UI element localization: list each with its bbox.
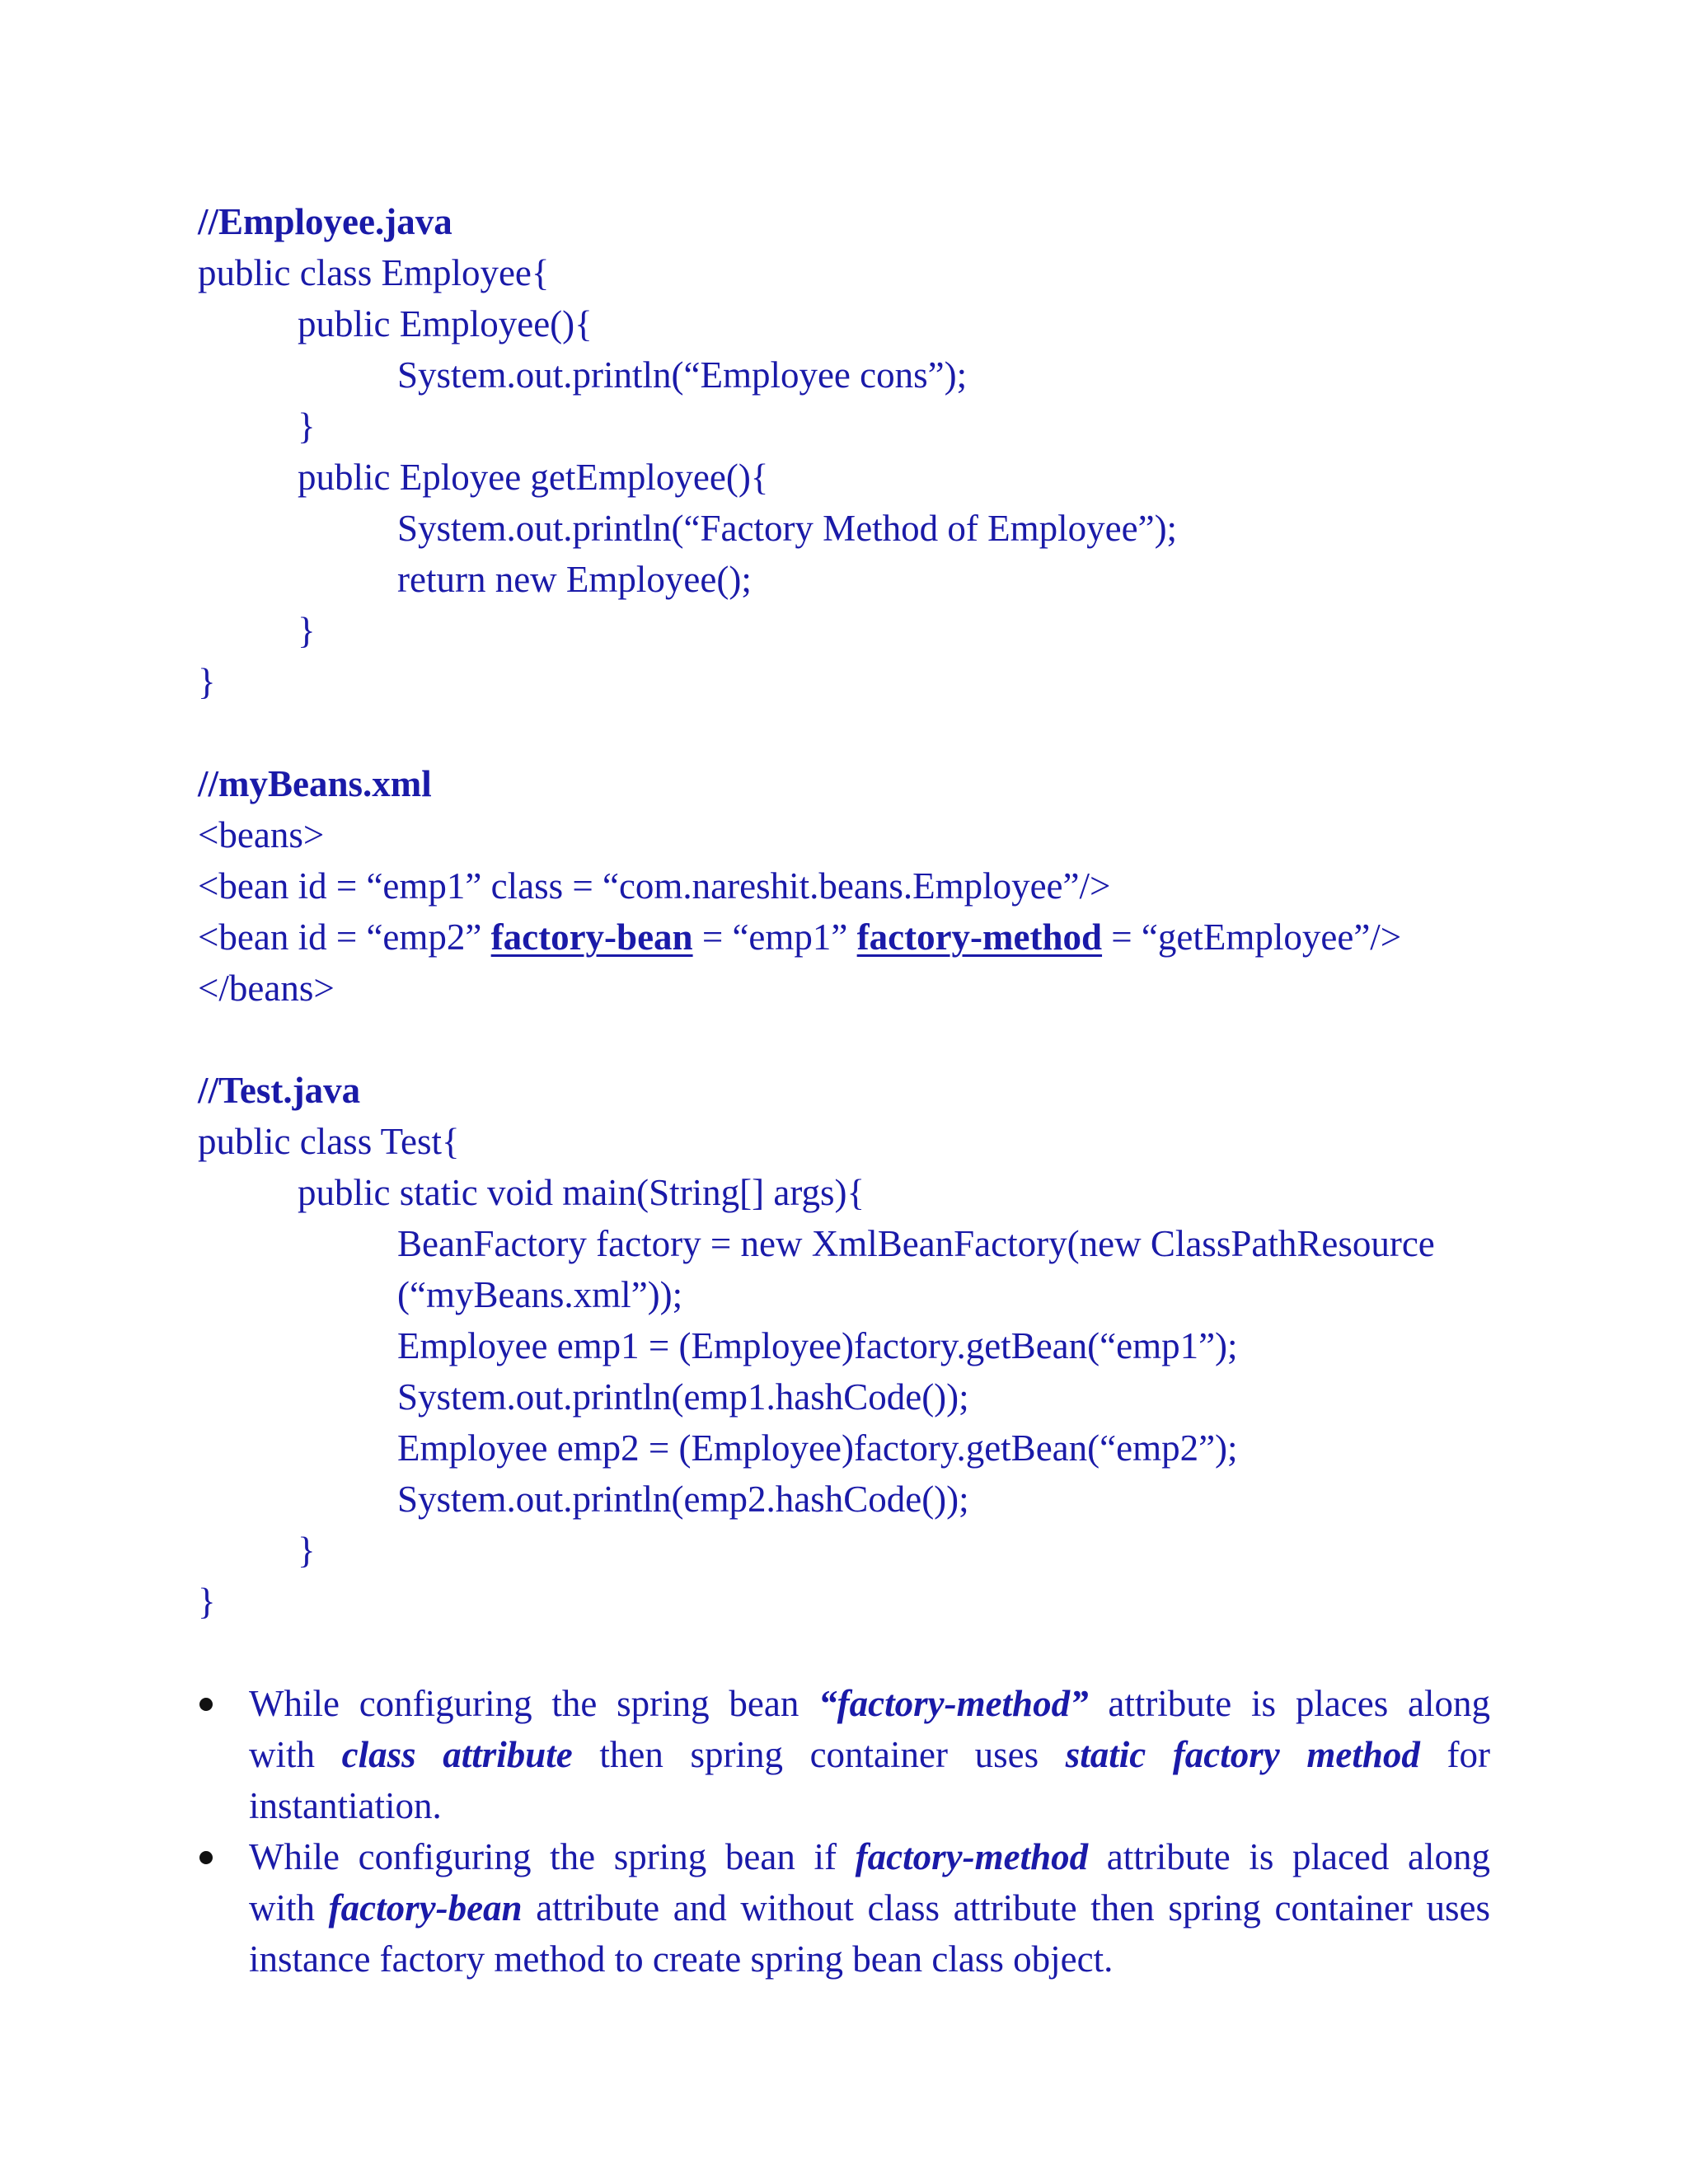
employee-java-heading: //Employee.java — [198, 201, 452, 242]
code-line: } — [298, 405, 316, 447]
bullet-dot-icon — [199, 1698, 213, 1711]
bullet-2-row-3: instance factory method to create spring bean class object. — [249, 1938, 1114, 1980]
emphasis-class-attribute: class attribute — [341, 1734, 573, 1775]
code-line: public Eployee getEmployee(){ — [298, 457, 769, 498]
code-line: public class Test{ — [198, 1121, 460, 1162]
xml-bean2-prefix: <bean id = “emp2” — [198, 916, 491, 958]
bullet-1-text — [249, 1678, 1490, 1831]
xml-bean2-suffix: = “getEmployee”/> — [1102, 916, 1402, 958]
bullet-1-row-3: instantiation. — [249, 1785, 442, 1826]
xml-bean2-mid: = “emp1” — [692, 916, 857, 958]
bullet-dot-icon — [199, 1851, 213, 1864]
code-line: (“myBeans.xml”)); — [397, 1274, 683, 1315]
text-run: While configuring the spring bean if — [249, 1836, 856, 1877]
code-line: } — [298, 1530, 316, 1571]
code-line: } — [298, 610, 316, 651]
code-line: return new Employee(); — [397, 559, 752, 600]
emphasis-factory-bean: factory-bean — [328, 1887, 523, 1929]
text-run: attribute and without class attribute then spring container uses — [522, 1887, 1490, 1929]
code-line: } — [198, 661, 216, 702]
xml-bean-emp1: <bean id = “emp1” class = “com.nareshit.beans.Employee”/> — [198, 865, 1111, 907]
code-line: Employee emp1 = (Employee)factory.getBean(“emp1”); — [397, 1325, 1238, 1366]
emphasis-factory-method: factory-method — [855, 1836, 1089, 1877]
code-line: System.out.println(“Factory Method of Employee”); — [397, 508, 1178, 549]
bullet-1-row-1 — [249, 1678, 1490, 1729]
text-run: While configuring the spring bean — [249, 1683, 819, 1724]
text-run: then spring container uses — [572, 1734, 1066, 1775]
xml-close-tag: </beans> — [198, 968, 335, 1009]
text-run: attribute is placed along — [1088, 1836, 1491, 1877]
bullet-2-text — [249, 1831, 1490, 1985]
code-line: public class Employee{ — [198, 252, 550, 293]
bullet-1-row-2 — [249, 1729, 1490, 1780]
test-java-heading: //Test.java — [198, 1070, 361, 1111]
bullet-2-row-2 — [249, 1882, 1490, 1933]
mybeans-xml-heading: //myBeans.xml — [198, 763, 432, 804]
text-run: with — [249, 1734, 342, 1775]
text-run: for — [1419, 1734, 1490, 1775]
code-line: System.out.println(emp1.hashCode()); — [397, 1376, 969, 1418]
code-line: public static void main(String[] args){ — [298, 1172, 865, 1213]
code-line: Employee emp2 = (Employee)factory.getBean(“emp2”); — [397, 1427, 1238, 1469]
bullet-2-row-1 — [249, 1831, 1490, 1882]
code-line: BeanFactory factory = new XmlBeanFactory(new ClassPathResource — [397, 1223, 1435, 1264]
factory-method-attribute: factory-method — [856, 916, 1103, 958]
emphasis-factory-method: “factory-method” — [818, 1683, 1089, 1724]
text-run: attribute is places along — [1088, 1683, 1490, 1724]
xml-bean-emp2 — [198, 912, 1401, 963]
text-run: with — [249, 1887, 329, 1929]
xml-open-tag: <beans> — [198, 814, 325, 855]
code-line: System.out.println(“Employee cons”); — [397, 354, 968, 396]
code-line: } — [198, 1581, 216, 1622]
factory-bean-attribute: factory-bean — [490, 916, 693, 958]
emphasis-static-factory-method: static factory method — [1065, 1734, 1420, 1775]
code-line: public Employee(){ — [298, 303, 593, 344]
code-line: System.out.println(emp2.hashCode()); — [397, 1479, 969, 1520]
